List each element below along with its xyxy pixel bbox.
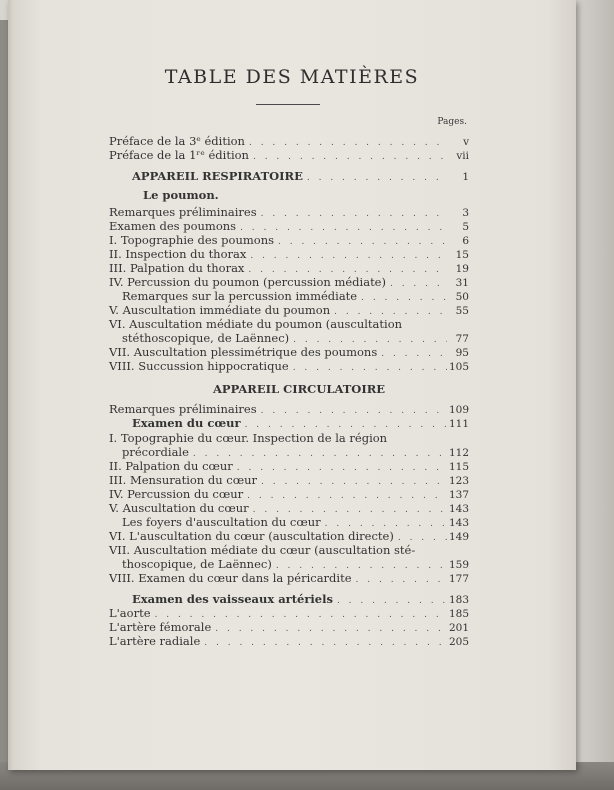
toc-entry-page: 105 [448, 361, 469, 373]
toc-entry [109, 620, 469, 634]
toc-entry-page: 137 [448, 489, 469, 501]
toc-entry [109, 247, 469, 261]
toc-entry-page: 111 [448, 418, 469, 430]
toc-entry [122, 515, 469, 529]
toc-entry-label: Remarques sur la percussion immédiate [122, 289, 358, 303]
toc-entry-label: III. Palpation du thorax [109, 261, 245, 275]
toc-entry-page: 159 [448, 559, 469, 571]
toc-entry-label: stéthoscopique, de Laënnec) [122, 331, 290, 345]
toc-entry [109, 205, 469, 219]
toc-entry-label: Remarques préliminaires [109, 205, 257, 219]
toc-entry-label: VIII. Examen du cœur dans la péricardite [109, 571, 352, 585]
toc-entry-label: IV. Percussion du cœur [109, 487, 244, 501]
toc-entry-page: vii [456, 150, 469, 162]
toc-entry-page: 143 [448, 517, 469, 529]
toc-entry-page: 50 [455, 291, 469, 303]
toc-entry-label: thoscopique, de Laënnec) [122, 557, 272, 571]
toc-entry [109, 606, 469, 620]
toc-entry-page: 143 [448, 503, 469, 515]
toc-entry [122, 331, 469, 345]
page-binding-edge [8, 0, 14, 770]
toc-entry [109, 487, 469, 501]
toc-entry-page: 6 [462, 235, 469, 247]
toc-entry [109, 359, 469, 373]
background-right [574, 0, 614, 790]
toc-entry-label: Examen des vaisseaux artériels [132, 592, 333, 606]
book-page [8, 0, 576, 770]
pages-column-label: Pages. [437, 117, 467, 127]
subsection-heading: Le poumon. [143, 188, 219, 202]
toc-entry [109, 501, 469, 515]
toc-entry [122, 289, 469, 303]
toc-entry [109, 345, 469, 359]
toc-entry-label: III. Mensuration du cœur [109, 473, 258, 487]
toc-entry [109, 529, 469, 543]
toc-entry-label: Remarques préliminaires [109, 402, 257, 416]
toc-entry [122, 445, 469, 459]
toc-entry-page: 123 [448, 475, 469, 487]
toc-entry [109, 571, 469, 585]
toc-entry-label: VII. Auscultation médiate du cœur (auscultation sté- [109, 543, 416, 557]
page-title: TABLE DES MATIÈRES [164, 66, 420, 88]
toc-entry-page: 55 [455, 305, 469, 317]
toc-entry-label: L'artère radiale [109, 634, 201, 648]
toc-entry-page: 95 [455, 347, 469, 359]
toc-entry [109, 275, 469, 289]
toc-entry-label: V. Auscultation du cœur [109, 501, 249, 515]
toc-entry-page: 185 [448, 608, 469, 620]
toc-entry [109, 261, 469, 275]
toc-entry-page: 177 [448, 573, 469, 585]
toc-entry [109, 219, 469, 233]
toc-entry-page: 5 [462, 221, 469, 233]
toc-entry-page: 205 [448, 636, 469, 648]
toc-entry-label: VI. L'auscultation du cœur (auscultation directe) [109, 529, 394, 543]
toc-entry-label: Préface de la 1ʳᵉ édition [109, 148, 249, 162]
toc-entry-page: 201 [448, 622, 469, 634]
section-heading-circulatory: APPAREIL CIRCULATOIRE [213, 382, 386, 396]
toc-entry-page: 115 [448, 461, 469, 473]
toc-entry-label: IV. Percussion du poumon (percussion médiate) [109, 275, 386, 289]
toc-entry-page: 149 [448, 531, 469, 543]
toc-entry [109, 148, 469, 162]
toc-entry-page: 3 [462, 207, 469, 219]
toc-entry-label: Examen du cœur [132, 416, 241, 430]
toc-entry-page: 15 [455, 249, 469, 261]
toc-entry-label: L'artère fémorale [109, 620, 212, 634]
toc-entry-label: VI. Auscultation médiate du poumon (auscultation [109, 317, 403, 331]
section-heading-respiratory [132, 169, 469, 183]
subsection-heading-vessels [132, 592, 469, 606]
toc-entry-page: 112 [448, 447, 469, 459]
section-heading-label: APPAREIL RESPIRATOIRE [132, 169, 303, 183]
toc-entry-label: L'aorte [109, 606, 151, 620]
toc-entry [132, 416, 469, 430]
toc-entry-label: Examen des poumons [109, 219, 237, 233]
toc-entry-label: II. Palpation du cœur [109, 459, 233, 473]
toc-entry [109, 459, 469, 473]
toc-entry [109, 233, 469, 247]
toc-entry-page: v [463, 136, 469, 148]
toc-entry-label: V. Auscultation immédiate du poumon [109, 303, 331, 317]
toc-entry [109, 303, 469, 317]
toc-entry-page: 109 [448, 404, 469, 416]
toc-entry-label: II. Inspection du thorax [109, 247, 247, 261]
toc-entry [122, 557, 469, 571]
toc-entry-label: VII. Auscultation plessimétrique des poumons [109, 345, 378, 359]
toc-entry [109, 134, 469, 148]
toc-entry [109, 473, 469, 487]
title-rule [256, 104, 320, 105]
toc-entry-label: I. Topographie du cœur. Inspection de la région [109, 431, 388, 445]
toc-entry-label: VIII. Succussion hippocratique [109, 359, 289, 373]
toc-entry [109, 634, 469, 648]
toc-entry-label: Les foyers d'auscultation du cœur [122, 515, 321, 529]
toc-entry [109, 402, 469, 416]
toc-entry-page: 31 [455, 277, 469, 289]
toc-entry-label: I. Topographie des poumons [109, 233, 275, 247]
toc-entry-page: 1 [462, 171, 469, 183]
toc-entry-page: 183 [448, 594, 469, 606]
toc-entry-label: Préface de la 3ᵉ édition [109, 134, 245, 148]
toc-entry-page: 19 [455, 263, 469, 275]
toc-entry-page: 77 [455, 333, 469, 345]
toc-entry-label: précordiale [122, 445, 189, 459]
